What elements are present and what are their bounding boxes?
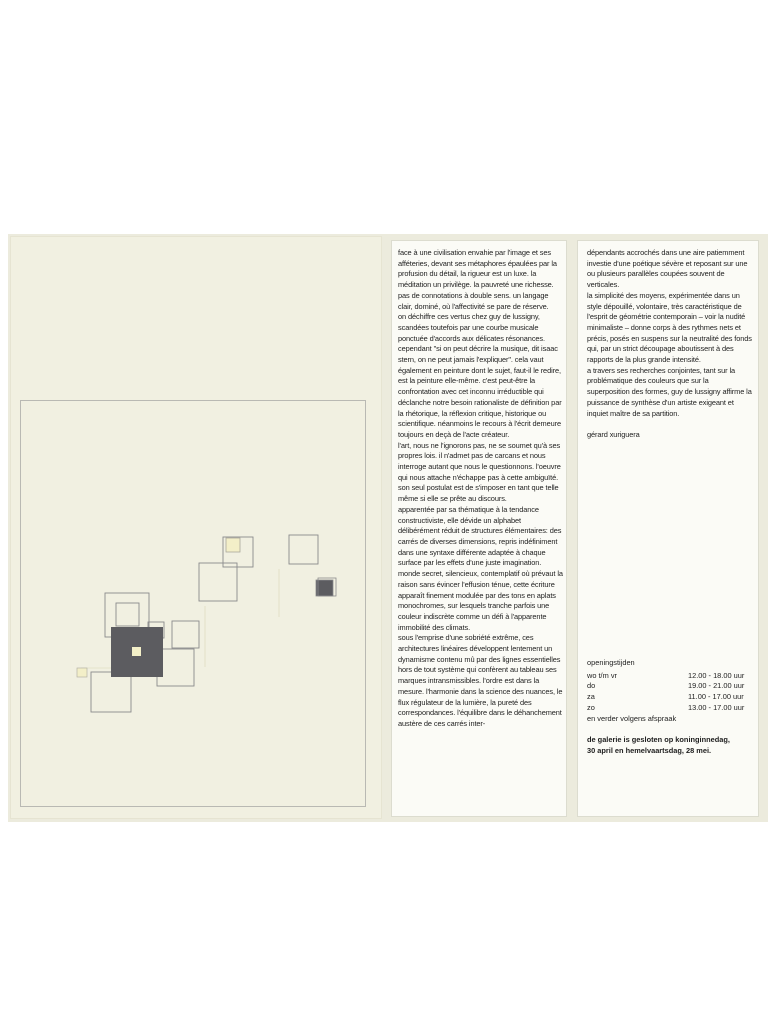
square-light-center (132, 647, 141, 656)
hours-row (587, 703, 758, 714)
paragraph: a travers ses recherches conjointes, tant sur la problématique des couleurs que sur la superposition des formes, guy de lussigny affirme la puissance de synthèse d'un artiste exigeant et inquiet maître de sa partition. (587, 365, 752, 418)
square-outline (199, 563, 237, 601)
paragraph: face à une civilisation envahie par l'image et ses afféteries, devant ses métaphores épaulées par la profusion du détail, la rigueur est un luxe. la méditation un privilège. la pauvreté une richesse. pas de connotations à double sens. un langage clair, dominé, où l'affectivité se pare de réserve. (398, 248, 557, 311)
paragraph: apparentée par sa thématique à la tendance constructiviste, elle dévide un alphabet délibérément réduit de structures élémentaires: des carrés de diverses dimensions, repris indéfiniment dans une syntaxe différente adaptée à chaque surface par les effets d'une juste imagination. (398, 504, 562, 568)
square-outline (91, 672, 131, 712)
hours-day: do (587, 681, 596, 691)
paragraph: sous l'emprise d'une sobriété extrême, ces architectures linéaires développent lentement un dynamisme contenu mû par des lignes essentielles hors de tout système qui confèrent au tableau ses marques intransmissibles. l'ordre est dans la mesure. l'harmonie dans la science des nuances, le flux régulateur de la lumière, la pureté des correspondances. l'équilibre dans le déhanchement austère de ces carrés inter- (398, 633, 563, 728)
text-column-1 (391, 240, 567, 817)
paragraph: dépendants accrochés dans une aire patiemment investie d'une poétique sévère et reposant sur une ou plusieurs parallèles coupées souvent de verticales. (587, 248, 748, 290)
paragraph: la simplicité des moyens, expérimentée dans un style dépouillé, volontaire, très caractéristique de l'esprit de géométrie contemporain – voir la nudité minimaliste – donne corps à des rythmes nets et précis, posés en suspens sur la neutralité des fonds qui, par un strict découpage aboutissent à des rapports de la plus grande intensité. (587, 290, 752, 365)
paragraph: monde secret, silencieux, contemplatif où prévaut la raison sans évincer l'effusion ténue, cette écriture apparaît finement modulée par des tons en aplats monochromes, sur lesquels tranche parfois une couleur indiscrète comme un défi à l'apparente immobilité des climats. (398, 569, 563, 632)
hours-row (587, 692, 758, 703)
author-signature: gérard xuriguera (587, 430, 640, 440)
hours-day: za (587, 692, 595, 702)
paragraph: on déchiffre ces vertus chez guy de lussigny, scandées toutefois par une courbe musicale ponctuée d'accords aux délicates résonances. cependant "si on peut décrire la musique, dit isaac stern, on ne peut jamais l'expliquer". cela vaut également en peinture dont le sujet, faut-il le redire, est la peinture elle-même. c'est peut-être la confrontation avec cet inconnu irréductible qui déclanche notre besoin rationaliste de définition par la rhétorique, la réflexion critique, historique ou scientifique. néanmoins le recours à l'écrit demeure toujours en deçà de l'acte créateur. (398, 312, 562, 439)
opening-hours (587, 658, 758, 724)
hours-row (587, 681, 758, 692)
square-outline (116, 603, 139, 626)
artwork-panel (10, 236, 382, 819)
square-light (77, 668, 87, 677)
hours-time: 19.00 - 21.00 uur (688, 681, 745, 691)
hours-time: 13.00 - 17.00 uur (688, 702, 745, 712)
hours-day: wo t/m vr (587, 670, 617, 680)
square-outline (289, 535, 318, 564)
hours-row (587, 671, 758, 682)
square-dark (316, 580, 333, 596)
hours-time: 12.00 - 18.00 uur (688, 670, 745, 680)
text-column-2 (577, 240, 759, 817)
hours-day: zo (587, 702, 595, 712)
paragraph: l'art, nous ne l'ignorons pas, ne se soumet qu'à ses propres lois. il n'admet pas de carcans et nous interroge autant que nous le questionnons. l'oeuvre qui nous attache n'échappe pas à cette ambiguïté. son seul postulat est de s'imposer en tant que telle même si elle se prête au discours. (398, 440, 561, 504)
hours-note: en verder volgens afspraak (587, 713, 677, 723)
square-outline (172, 621, 199, 648)
hours-time: 11.00 - 17.00 uur (688, 692, 744, 702)
artwork-frame (20, 400, 366, 807)
geometric-squares-artwork (21, 401, 365, 806)
closing-notice: de galerie is gesloten op koninginnedag, 30 april en hemelvaartsdag, 28 mei. (587, 735, 730, 755)
opening-hours-title: openingstijden (587, 658, 635, 667)
square-light (226, 538, 240, 552)
